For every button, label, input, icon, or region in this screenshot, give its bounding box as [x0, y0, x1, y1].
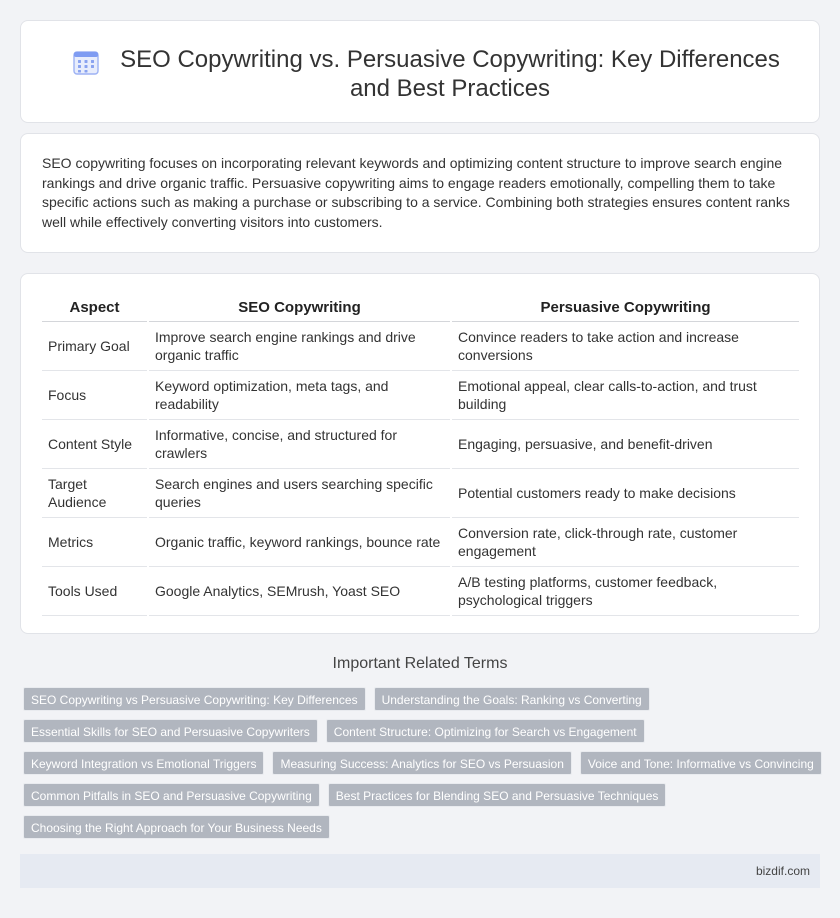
- footer-site-link[interactable]: bizdif.com: [755, 864, 810, 878]
- related-term-tag[interactable]: Common Pitfalls in SEO and Persuasive Copywriting: [23, 783, 320, 807]
- cell-aspect: Metrics: [42, 517, 148, 566]
- intro-card: [20, 133, 820, 253]
- related-terms-list: [23, 687, 823, 839]
- related-term-tag[interactable]: Essential Skills for SEO and Persuasive Copywriters: [23, 719, 318, 743]
- page-title: SEO Copywriting vs. Persuasive Copywriting: Key Differences and Best Practices: [120, 46, 780, 102]
- related-term-tag[interactable]: Best Practices for Blending SEO and Persuasive Techniques: [328, 783, 667, 807]
- table-row: [42, 566, 799, 615]
- related-term-tag[interactable]: SEO Copywriting vs Persuasive Copywriting: Key Differences: [23, 687, 366, 711]
- cell-persuasive: Convince readers to take action and increase conversions: [451, 321, 799, 370]
- cell-seo: Informative, concise, and structured for crawlers: [148, 419, 451, 468]
- related-term-tag[interactable]: Choosing the Right Approach for Your Business Needs: [23, 815, 330, 839]
- header-aspect: Aspect: [42, 294, 148, 321]
- table-row: [42, 321, 799, 370]
- header-seo: SEO Copywriting: [148, 294, 451, 321]
- table-header-row: [42, 294, 799, 321]
- footer: [20, 854, 820, 888]
- related-term-tag[interactable]: Measuring Success: Analytics for SEO vs Persuasion: [272, 751, 571, 775]
- cell-persuasive: Emotional appeal, clear calls-to-action, and trust building: [451, 370, 799, 419]
- comparison-table: [42, 294, 799, 616]
- cell-aspect: Content Style: [42, 419, 148, 468]
- cell-persuasive: A/B testing platforms, customer feedback, psychological triggers: [451, 566, 799, 615]
- cell-seo: Google Analytics, SEMrush, Yoast SEO: [148, 566, 451, 615]
- cell-seo: Keyword optimization, meta tags, and readability: [148, 370, 451, 419]
- table-row: [42, 468, 799, 517]
- intro-paragraph: SEO copywriting focuses on incorporating relevant keywords and optimizing content structure to improve search engine rankings and drive organic traffic. Persuasive copywriting aims to engage readers emotionally, compelling them to take specific actions such as making a purchase or subscribing to a service. Combining both strategies ensures content ranks well while effectively converting visitors into customers.: [42, 155, 790, 230]
- cell-aspect: Target Audience: [42, 468, 148, 517]
- cell-aspect: Tools Used: [42, 566, 148, 615]
- related-term-tag[interactable]: Content Structure: Optimizing for Search vs Engagement: [326, 719, 645, 743]
- cell-seo: Improve search engine rankings and drive organic traffic: [148, 321, 451, 370]
- calendar-grid-icon: [73, 49, 99, 75]
- related-term-tag[interactable]: Understanding the Goals: Ranking vs Converting: [374, 687, 650, 711]
- table-row: [42, 419, 799, 468]
- related-term-tag[interactable]: Voice and Tone: Informative vs Convincing: [580, 751, 822, 775]
- cell-seo: Search engines and users searching specific queries: [148, 468, 451, 517]
- related-term-tag[interactable]: Keyword Integration vs Emotional Triggers: [23, 751, 264, 775]
- cell-persuasive: Engaging, persuasive, and benefit-driven: [451, 419, 799, 468]
- table-row: [42, 517, 799, 566]
- cell-persuasive: Conversion rate, click-through rate, customer engagement: [451, 517, 799, 566]
- related-terms-title: Important Related Terms: [332, 655, 508, 672]
- comparison-card: [20, 273, 820, 634]
- cell-seo: Organic traffic, keyword rankings, bounce rate: [148, 517, 451, 566]
- header-card: [20, 20, 820, 123]
- table-row: [42, 370, 799, 419]
- cell-persuasive: Potential customers ready to make decisions: [451, 468, 799, 517]
- cell-aspect: Focus: [42, 370, 148, 419]
- cell-aspect: Primary Goal: [42, 321, 148, 370]
- header-persuasive: Persuasive Copywriting: [451, 294, 799, 321]
